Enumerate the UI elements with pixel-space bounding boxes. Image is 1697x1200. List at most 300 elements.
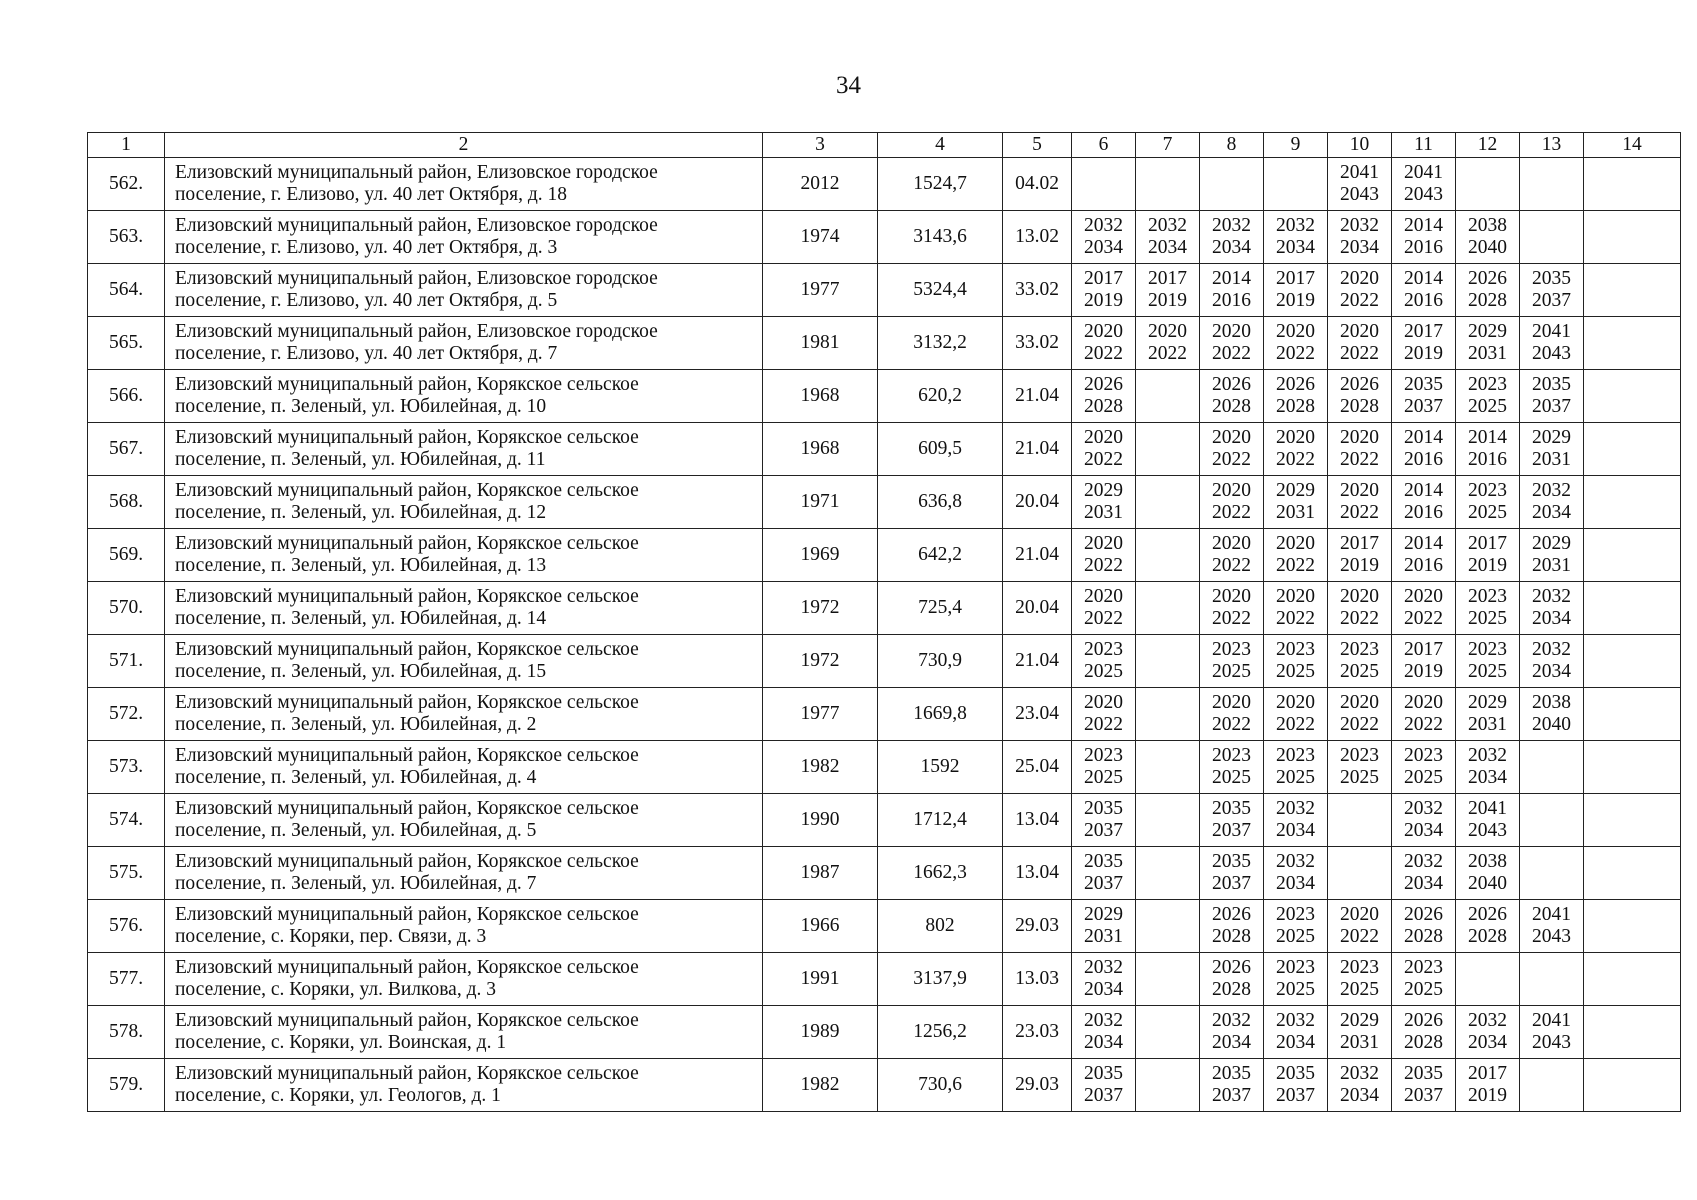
period-cell	[1072, 741, 1136, 794]
period-cell	[1520, 794, 1584, 847]
period-start-year: 2023	[1212, 639, 1251, 660]
period-cell	[1264, 1006, 1328, 1059]
period-cell	[1264, 423, 1328, 476]
period-start-year: 2020	[1084, 533, 1123, 554]
period-start-year: 2038	[1532, 692, 1571, 713]
period-cell	[1456, 370, 1520, 423]
period-end-year: 2022	[1084, 449, 1123, 470]
period-start-year: 2017	[1148, 268, 1187, 289]
period-end-year: 2043	[1468, 820, 1507, 841]
period-cell	[1136, 317, 1200, 370]
period-start-year: 2026	[1212, 904, 1251, 925]
period-end-year: 2031	[1084, 926, 1123, 947]
period-start-year: 2023	[1212, 745, 1251, 766]
area-cell: 636,8	[878, 476, 1003, 529]
period-end-year: 2019	[1404, 661, 1443, 682]
period-end-year: 2016	[1404, 237, 1443, 258]
period-end-year: 2031	[1532, 555, 1571, 576]
code-cell: 20.04	[1003, 582, 1072, 635]
period-cell	[1328, 423, 1392, 476]
period-start-year: 2032	[1276, 215, 1315, 236]
period-end-year: 2025	[1212, 767, 1251, 788]
period-start-year: 2029	[1084, 480, 1123, 501]
period-start-year: 2026	[1084, 374, 1123, 395]
address-line: Елизовский муниципальный район, Корякское сельское	[175, 374, 639, 395]
period-start-year: 2020	[1212, 586, 1251, 607]
period-cell	[1200, 900, 1264, 953]
period-start-year: 2020	[1212, 533, 1251, 554]
address-line: поселение, п. Зеленый, ул. Юбилейная, д. 5	[175, 820, 537, 841]
period-end-year: 2037	[1532, 396, 1571, 417]
period-start-year: 2020	[1212, 427, 1251, 448]
period-end-year: 2034	[1340, 237, 1379, 258]
period-start-year: 2035	[1212, 1063, 1251, 1084]
period-cell	[1072, 529, 1136, 582]
period-end-year: 2031	[1340, 1032, 1379, 1053]
period-cell	[1264, 370, 1328, 423]
period-end-year: 2022	[1340, 714, 1379, 735]
table-row	[88, 900, 1681, 953]
period-start-year: 2023	[1468, 586, 1507, 607]
period-end-year: 2028	[1404, 926, 1443, 947]
period-end-year: 2034	[1148, 237, 1187, 258]
period-cell	[1328, 900, 1392, 953]
table-row	[88, 423, 1681, 476]
period-start-year: 2020	[1276, 427, 1315, 448]
code-cell: 23.04	[1003, 688, 1072, 741]
period-end-year: 2025	[1468, 661, 1507, 682]
year-cell: 1982	[763, 1059, 878, 1112]
period-cell	[1200, 1059, 1264, 1112]
period-cell	[1392, 900, 1456, 953]
period-cell	[1392, 1059, 1456, 1112]
period-end-year: 2034	[1532, 608, 1571, 629]
period-start-year: 2020	[1340, 427, 1379, 448]
period-start-year: 2032	[1532, 639, 1571, 660]
area-cell: 620,2	[878, 370, 1003, 423]
column-header: 1	[88, 133, 165, 158]
address-line: Елизовский муниципальный район, Корякское сельское	[175, 904, 639, 925]
period-end-year: 2031	[1084, 502, 1123, 523]
period-start-year: 2032	[1276, 1010, 1315, 1031]
period-end-year: 2016	[1404, 555, 1443, 576]
period-cell	[1456, 794, 1520, 847]
column-header: 5	[1003, 133, 1072, 158]
address-cell	[165, 476, 763, 529]
period-cell	[1328, 264, 1392, 317]
address-cell	[165, 953, 763, 1006]
period-end-year: 2019	[1276, 290, 1315, 311]
period-start-year: 2014	[1404, 480, 1443, 501]
period-start-year: 2020	[1212, 321, 1251, 342]
period-cell	[1136, 741, 1200, 794]
period-cell	[1072, 264, 1136, 317]
period-start-year: 2035	[1212, 798, 1251, 819]
period-end-year: 2022	[1084, 343, 1123, 364]
year-cell: 1977	[763, 264, 878, 317]
period-cell	[1264, 317, 1328, 370]
period-cell	[1072, 582, 1136, 635]
table-row	[88, 635, 1681, 688]
period-cell	[1136, 423, 1200, 476]
code-cell: 13.02	[1003, 211, 1072, 264]
period-cell	[1456, 1006, 1520, 1059]
period-cell	[1456, 529, 1520, 582]
period-start-year: 2035	[1084, 798, 1123, 819]
period-start-year: 2020	[1340, 480, 1379, 501]
period-cell	[1520, 158, 1584, 211]
address-line: поселение, г. Елизово, ул. 40 лет Октября, д. 5	[175, 290, 558, 311]
year-cell: 1968	[763, 423, 878, 476]
period-cell	[1136, 582, 1200, 635]
address-line: Елизовский муниципальный район, Корякское сельское	[175, 745, 639, 766]
period-start-year: 2023	[1276, 957, 1315, 978]
period-start-year: 2035	[1212, 851, 1251, 872]
period-start-year: 2032	[1276, 798, 1315, 819]
period-cell	[1136, 688, 1200, 741]
period-end-year: 2016	[1404, 502, 1443, 523]
period-cell	[1392, 211, 1456, 264]
period-end-year: 2022	[1084, 608, 1123, 629]
period-start-year: 2026	[1212, 957, 1251, 978]
period-start-year: 2035	[1084, 851, 1123, 872]
address-cell	[165, 158, 763, 211]
period-end-year: 2034	[1276, 873, 1315, 894]
period-start-year: 2023	[1468, 374, 1507, 395]
period-end-year: 2037	[1212, 820, 1251, 841]
area-cell: 1662,3	[878, 847, 1003, 900]
period-cell	[1264, 582, 1328, 635]
period-end-year: 2022	[1276, 343, 1315, 364]
address-line: Елизовский муниципальный район, Корякское сельское	[175, 851, 639, 872]
period-end-year: 2037	[1276, 1085, 1315, 1106]
period-start-year: 2038	[1468, 215, 1507, 236]
period-cell	[1584, 635, 1681, 688]
area-cell: 642,2	[878, 529, 1003, 582]
address-line: Елизовский муниципальный район, Корякское сельское	[175, 586, 639, 607]
period-start-year: 2020	[1084, 692, 1123, 713]
period-end-year: 2037	[1212, 873, 1251, 894]
period-end-year: 2022	[1276, 449, 1315, 470]
period-cell	[1584, 953, 1681, 1006]
year-cell: 1977	[763, 688, 878, 741]
area-cell: 725,4	[878, 582, 1003, 635]
table-row	[88, 264, 1681, 317]
period-start-year: 2041	[1468, 798, 1507, 819]
period-cell	[1584, 794, 1681, 847]
address-line: Елизовский муниципальный район, Корякское сельское	[175, 1063, 639, 1084]
period-start-year: 2035	[1404, 1063, 1443, 1084]
period-cell	[1264, 953, 1328, 1006]
period-end-year: 2022	[1340, 608, 1379, 629]
table-row	[88, 158, 1681, 211]
period-end-year: 2043	[1404, 184, 1443, 205]
period-end-year: 2022	[1212, 343, 1251, 364]
address-cell	[165, 317, 763, 370]
period-start-year: 2032	[1084, 957, 1123, 978]
period-cell	[1200, 264, 1264, 317]
row-number-cell: 564.	[88, 264, 165, 317]
period-cell	[1456, 211, 1520, 264]
period-start-year: 2032	[1468, 745, 1507, 766]
code-cell: 13.03	[1003, 953, 1072, 1006]
period-end-year: 2022	[1212, 502, 1251, 523]
code-cell: 04.02	[1003, 158, 1072, 211]
column-header: 3	[763, 133, 878, 158]
table-row	[88, 370, 1681, 423]
period-cell	[1072, 1059, 1136, 1112]
column-header: 2	[165, 133, 763, 158]
period-cell	[1136, 847, 1200, 900]
period-cell	[1264, 264, 1328, 317]
address-line: поселение, п. Зеленый, ул. Юбилейная, д. 10	[175, 396, 547, 417]
period-end-year: 2016	[1404, 449, 1443, 470]
period-cell	[1136, 1059, 1200, 1112]
table-row	[88, 741, 1681, 794]
address-line: Елизовский муниципальный район, Елизовское городское	[175, 321, 658, 342]
period-end-year: 2028	[1212, 979, 1251, 1000]
period-cell	[1264, 847, 1328, 900]
period-cell	[1520, 317, 1584, 370]
period-cell	[1200, 423, 1264, 476]
row-number-cell: 563.	[88, 211, 165, 264]
period-cell	[1072, 158, 1136, 211]
address-line: поселение, с. Коряки, пер. Связи, д. 3	[175, 926, 487, 947]
period-start-year: 2017	[1468, 533, 1507, 554]
period-start-year: 2014	[1212, 268, 1251, 289]
address-cell	[165, 423, 763, 476]
period-cell	[1072, 211, 1136, 264]
area-cell: 5324,4	[878, 264, 1003, 317]
period-start-year: 2017	[1276, 268, 1315, 289]
year-cell: 1971	[763, 476, 878, 529]
period-start-year: 2023	[1340, 957, 1379, 978]
period-end-year: 2037	[1404, 1085, 1443, 1106]
period-start-year: 2029	[1468, 692, 1507, 713]
row-number-cell: 574.	[88, 794, 165, 847]
year-cell: 1990	[763, 794, 878, 847]
period-cell	[1456, 476, 1520, 529]
code-cell: 20.04	[1003, 476, 1072, 529]
period-start-year: 2020	[1276, 321, 1315, 342]
address-cell	[165, 370, 763, 423]
period-cell	[1328, 635, 1392, 688]
period-cell	[1200, 635, 1264, 688]
address-cell	[165, 635, 763, 688]
period-start-year: 2017	[1084, 268, 1123, 289]
period-end-year: 2028	[1468, 290, 1507, 311]
address-cell	[165, 582, 763, 635]
period-cell	[1584, 741, 1681, 794]
area-cell: 1669,8	[878, 688, 1003, 741]
code-cell: 23.03	[1003, 1006, 1072, 1059]
period-cell	[1456, 900, 1520, 953]
period-start-year: 2026	[1404, 1010, 1443, 1031]
period-end-year: 2022	[1212, 555, 1251, 576]
period-end-year: 2037	[1404, 396, 1443, 417]
period-end-year: 2040	[1468, 873, 1507, 894]
period-start-year: 2029	[1340, 1010, 1379, 1031]
period-cell	[1136, 476, 1200, 529]
period-end-year: 2034	[1212, 1032, 1251, 1053]
period-cell	[1392, 423, 1456, 476]
period-end-year: 2037	[1532, 290, 1571, 311]
address-line: поселение, п. Зеленый, ул. Юбилейная, д. 2	[175, 714, 537, 735]
area-cell: 3143,6	[878, 211, 1003, 264]
period-cell	[1200, 688, 1264, 741]
period-end-year: 2016	[1468, 449, 1507, 470]
table-row	[88, 317, 1681, 370]
period-cell	[1520, 370, 1584, 423]
row-number-cell: 573.	[88, 741, 165, 794]
period-start-year: 2032	[1212, 1010, 1251, 1031]
period-start-year: 2023	[1276, 639, 1315, 660]
address-cell	[165, 1059, 763, 1112]
period-cell	[1584, 529, 1681, 582]
period-cell	[1200, 158, 1264, 211]
year-cell: 1989	[763, 1006, 878, 1059]
table-body	[88, 158, 1681, 1112]
period-start-year: 2020	[1276, 692, 1315, 713]
period-start-year: 2032	[1404, 851, 1443, 872]
period-cell	[1136, 370, 1200, 423]
address-line: поселение, п. Зеленый, ул. Юбилейная, д. 11	[175, 449, 546, 470]
period-cell	[1456, 847, 1520, 900]
period-end-year: 2025	[1468, 608, 1507, 629]
period-start-year: 2017	[1340, 533, 1379, 554]
period-cell	[1584, 582, 1681, 635]
period-cell	[1328, 688, 1392, 741]
period-cell	[1520, 900, 1584, 953]
period-start-year: 2026	[1212, 374, 1251, 395]
period-start-year: 2029	[1084, 904, 1123, 925]
period-start-year: 2032	[1148, 215, 1187, 236]
row-number-cell: 578.	[88, 1006, 165, 1059]
period-end-year: 2043	[1340, 184, 1379, 205]
period-end-year: 2037	[1212, 1085, 1251, 1106]
column-header: 13	[1520, 133, 1584, 158]
address-cell	[165, 847, 763, 900]
period-end-year: 2022	[1340, 926, 1379, 947]
column-header: 9	[1264, 133, 1328, 158]
period-cell	[1520, 264, 1584, 317]
table-row	[88, 1006, 1681, 1059]
period-end-year: 2031	[1468, 343, 1507, 364]
period-end-year: 2022	[1276, 714, 1315, 735]
period-cell	[1520, 847, 1584, 900]
period-start-year: 2020	[1084, 427, 1123, 448]
period-start-year: 2020	[1212, 692, 1251, 713]
period-end-year: 2031	[1468, 714, 1507, 735]
address-line: поселение, г. Елизово, ул. 40 лет Октября, д. 3	[175, 237, 558, 258]
period-start-year: 2026	[1276, 374, 1315, 395]
period-cell	[1392, 635, 1456, 688]
period-end-year: 2034	[1340, 1085, 1379, 1106]
address-line: поселение, г. Елизово, ул. 40 лет Октября, д. 7	[175, 343, 558, 364]
address-line: Елизовский муниципальный район, Корякское сельское	[175, 692, 639, 713]
period-end-year: 2019	[1468, 1085, 1507, 1106]
period-end-year: 2025	[1276, 979, 1315, 1000]
period-cell	[1392, 158, 1456, 211]
period-cell	[1328, 1059, 1392, 1112]
period-end-year: 2022	[1340, 343, 1379, 364]
period-cell	[1200, 741, 1264, 794]
period-cell	[1520, 741, 1584, 794]
address-line: Елизовский муниципальный район, Елизовское городское	[175, 215, 658, 236]
period-cell	[1136, 211, 1200, 264]
table-row	[88, 476, 1681, 529]
period-cell	[1328, 847, 1392, 900]
row-number-cell: 566.	[88, 370, 165, 423]
year-cell: 1987	[763, 847, 878, 900]
code-cell: 29.03	[1003, 900, 1072, 953]
period-start-year: 2014	[1404, 427, 1443, 448]
period-cell	[1392, 476, 1456, 529]
period-cell	[1456, 953, 1520, 1006]
period-cell	[1520, 423, 1584, 476]
period-start-year: 2020	[1340, 268, 1379, 289]
period-end-year: 2043	[1532, 343, 1571, 364]
period-cell	[1072, 317, 1136, 370]
period-start-year: 2041	[1532, 1010, 1571, 1031]
address-cell	[165, 1006, 763, 1059]
period-end-year: 2025	[1084, 661, 1123, 682]
period-end-year: 2043	[1532, 1032, 1571, 1053]
period-end-year: 2028	[1212, 926, 1251, 947]
period-end-year: 2022	[1404, 608, 1443, 629]
period-end-year: 2037	[1084, 1085, 1123, 1106]
period-cell	[1456, 582, 1520, 635]
period-start-year: 2029	[1276, 480, 1315, 501]
period-end-year: 2034	[1404, 873, 1443, 894]
period-end-year: 2025	[1404, 979, 1443, 1000]
address-line: поселение, п. Зеленый, ул. Юбилейная, д. 13	[175, 555, 547, 576]
year-cell: 1972	[763, 582, 878, 635]
page-number: 34	[836, 72, 861, 99]
table-header	[88, 133, 1681, 158]
column-header: 4	[878, 133, 1003, 158]
period-start-year: 2020	[1084, 586, 1123, 607]
period-start-year: 2035	[1084, 1063, 1123, 1084]
period-cell	[1200, 211, 1264, 264]
period-start-year: 2035	[1532, 268, 1571, 289]
period-cell	[1392, 529, 1456, 582]
period-end-year: 2034	[1084, 1032, 1123, 1053]
period-cell	[1136, 794, 1200, 847]
period-start-year: 2035	[1532, 374, 1571, 395]
period-start-year: 2020	[1276, 533, 1315, 554]
period-cell	[1328, 1006, 1392, 1059]
period-cell	[1520, 582, 1584, 635]
period-end-year: 2022	[1276, 608, 1315, 629]
period-cell	[1136, 264, 1200, 317]
period-start-year: 2032	[1212, 215, 1251, 236]
column-header: 14	[1584, 133, 1681, 158]
period-end-year: 2025	[1340, 979, 1379, 1000]
period-cell	[1392, 794, 1456, 847]
period-start-year: 2017	[1468, 1063, 1507, 1084]
period-cell	[1200, 1006, 1264, 1059]
period-cell	[1456, 635, 1520, 688]
address-cell	[165, 688, 763, 741]
period-end-year: 2031	[1532, 449, 1571, 470]
year-cell: 1991	[763, 953, 878, 1006]
period-start-year: 2020	[1340, 692, 1379, 713]
period-end-year: 2034	[1276, 820, 1315, 841]
period-end-year: 2034	[1468, 767, 1507, 788]
period-cell	[1392, 1006, 1456, 1059]
period-cell	[1264, 158, 1328, 211]
